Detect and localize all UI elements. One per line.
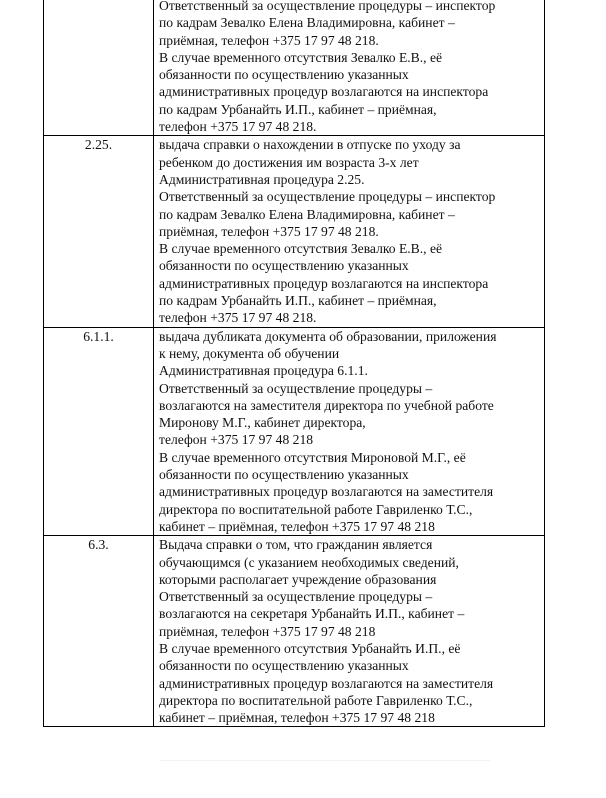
procedures-table-body xyxy=(44,0,545,727)
text-line: возлагаются на заместителя директора по учебной работе xyxy=(159,397,494,413)
text-line: выдача дубликата документа об образовании, приложения xyxy=(159,328,497,344)
text-line: Выдача справки о том, что гражданин является xyxy=(159,537,433,553)
text-line: В случае временного отсутствия Зевалко Е.В., её xyxy=(159,49,443,65)
table-row xyxy=(44,0,545,136)
text-line: которыми располагает учреждение образования xyxy=(159,571,437,587)
text-line: В случае временного отсутствия Мироновой М.Г., её xyxy=(159,449,466,465)
text-line: В случае временного отсутствия Урбанайть И.П., её xyxy=(159,640,461,656)
text-line: Административная процедура 6.1.1. xyxy=(159,363,368,379)
text-line: обязанности по осуществлению указанных xyxy=(159,467,409,483)
table-row xyxy=(44,536,545,727)
text-line: Ответственный за осуществление процедуры – инспектор xyxy=(159,0,496,13)
text-line: возлагаются на секретаря Урбанайть И.П., кабинет – xyxy=(159,606,465,622)
text-line: административных процедур возлагаются на инспектора xyxy=(159,275,489,291)
text-line: приёмная, телефон +375 17 97 48 218. xyxy=(159,32,379,48)
text-line: к нему, документа об обучении xyxy=(159,345,340,361)
text-line: обязанности по осуществлению указанных xyxy=(159,258,409,274)
procedures-table xyxy=(43,0,545,727)
text-line: директора по воспитательной работе Гавриленко Т.С., xyxy=(159,501,473,517)
table-row xyxy=(44,327,545,536)
procedure-number xyxy=(44,0,154,136)
text-line: В случае временного отсутствия Зевалко Е.В., её xyxy=(159,241,443,257)
text-line: обязанности по осуществлению указанных xyxy=(159,67,409,83)
text-line: по кадрам Зевалко Елена Владимировна, кабинет – xyxy=(159,15,455,31)
text-line: по кадрам Зевалко Елена Владимировна, кабинет – xyxy=(159,206,455,222)
text-line: Ответственный за осуществление процедуры – xyxy=(159,380,433,396)
text-line: Ответственный за осуществление процедуры – инспектор xyxy=(159,189,496,205)
text-line: телефон +375 17 97 48 218 xyxy=(159,432,314,448)
text-line: директора по воспитательной работе Гавриленко Т.С., xyxy=(159,692,473,708)
text-line: Миронову М.Г., кабинет директора, xyxy=(159,415,366,431)
procedure-description xyxy=(154,327,545,536)
table-row xyxy=(44,136,545,327)
procedure-number: 6.3. xyxy=(44,536,154,727)
text-line: административных процедур возлагаются на заместителя xyxy=(159,484,494,500)
procedure-number: 6.1.1. xyxy=(44,327,154,536)
text-line: кабинет – приёмная, телефон +375 17 97 48 218 xyxy=(159,710,435,726)
text-line: обучающимся (с указанием необходимых сведений, xyxy=(159,554,459,570)
text-line: Ответственный за осуществление процедуры – xyxy=(159,589,433,605)
text-line: Административная процедура 2.25. xyxy=(159,171,365,187)
text-line: выдача справки о нахождении в отпуске по уходу за xyxy=(159,137,461,153)
text-line: обязанности по осуществлению указанных xyxy=(159,658,409,674)
text-line: ребенком до достижения им возраста 3-х лет xyxy=(159,154,419,170)
text-line: кабинет – приёмная, телефон +375 17 97 48 218 xyxy=(159,518,435,534)
procedure-description xyxy=(154,136,545,327)
text-line: приёмная, телефон +375 17 97 48 218 xyxy=(159,623,376,639)
faint-bleed-through xyxy=(160,760,490,761)
text-line: по кадрам Урбанайть И.П., кабинет – приёмная, xyxy=(159,101,437,117)
text-line: телефон +375 17 97 48 218. xyxy=(159,119,317,135)
text-line: административных процедур возлагаются на заместителя xyxy=(159,675,494,691)
procedure-description xyxy=(154,0,545,136)
procedure-number: 2.25. xyxy=(44,136,154,327)
text-line: по кадрам Урбанайть И.П., кабинет – приёмная, xyxy=(159,293,437,309)
text-line: административных процедур возлагаются на инспектора xyxy=(159,84,489,100)
text-line: телефон +375 17 97 48 218. xyxy=(159,310,317,326)
procedure-description xyxy=(154,536,545,727)
text-line: приёмная, телефон +375 17 97 48 218. xyxy=(159,223,379,239)
